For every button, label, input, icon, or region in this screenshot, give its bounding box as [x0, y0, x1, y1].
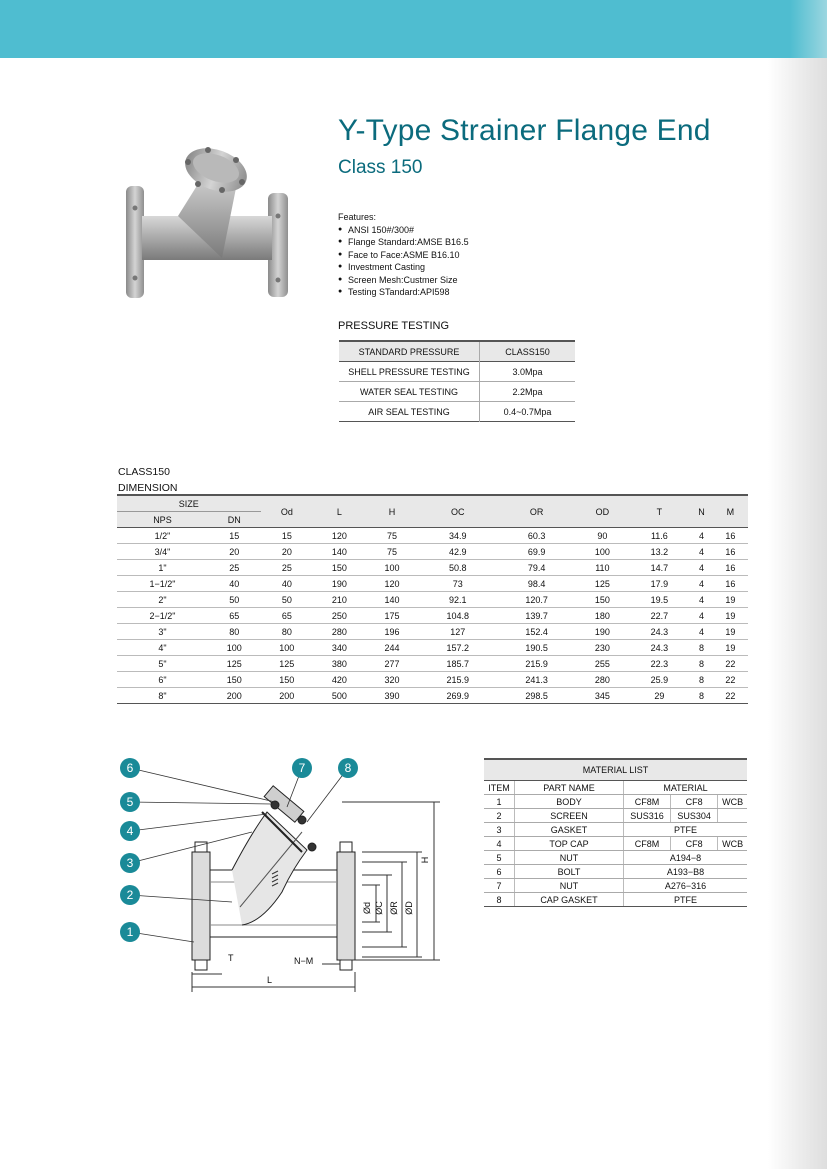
table-cell: SCREEN	[515, 809, 624, 823]
table-cell: 277	[366, 656, 419, 672]
table-cell: 8	[484, 893, 515, 907]
table-cell: 22.3	[629, 656, 690, 672]
table-cell: 8	[690, 672, 713, 688]
column-header: CLASS150	[505, 346, 550, 357]
page-title: Y-Type Strainer Flange End	[338, 114, 711, 147]
table-cell: 6	[484, 865, 515, 879]
table-cell: 6"	[117, 672, 208, 688]
column-header: STANDARD PRESSURE	[339, 341, 480, 362]
table-cell: 16	[713, 544, 748, 560]
table-cell: 157.2	[418, 640, 497, 656]
table-cell	[718, 809, 747, 823]
table-cell: 8	[690, 640, 713, 656]
feature-item: ● Face to Face:ASME B16.10	[338, 249, 469, 262]
size-header: SIZE	[117, 495, 261, 512]
dimension-label: DIMENSION	[118, 482, 178, 494]
table-cell: 29	[629, 688, 690, 704]
table-cell: 100	[208, 640, 261, 656]
table-cell: 150	[313, 560, 366, 576]
column-header: DN	[208, 512, 261, 528]
table-cell: 3.0Mpa	[512, 366, 543, 377]
table-cell: PTFE	[624, 893, 748, 907]
table-cell: 200	[208, 688, 261, 704]
table-cell: 150	[261, 672, 314, 688]
features-heading: Features:	[338, 212, 377, 222]
table-cell: 185.7	[418, 656, 497, 672]
table-cell: 150	[208, 672, 261, 688]
feature-item: ● Investment Casting	[338, 261, 469, 274]
table-cell: 2	[484, 809, 515, 823]
table-cell: 127	[418, 624, 497, 640]
table-cell: 110	[576, 560, 629, 576]
table-cell: 19	[713, 624, 748, 640]
table-cell: 1	[484, 795, 515, 809]
table-row	[117, 624, 748, 640]
table-cell: 340	[313, 640, 366, 656]
feature-item: ● Testing STandard:API598	[338, 286, 469, 299]
column-header: OC	[418, 495, 497, 528]
table-cell: 40	[208, 576, 261, 592]
table-cell: 125	[261, 656, 314, 672]
table-cell: A193−B8	[624, 865, 748, 879]
table-cell: CF8	[671, 795, 718, 809]
table-row	[117, 544, 748, 560]
column-header: N	[690, 495, 713, 528]
table-row	[117, 672, 748, 688]
table-cell: 69.9	[497, 544, 576, 560]
table-cell: 22.7	[629, 608, 690, 624]
callout-group	[120, 758, 358, 942]
table-cell: 15	[208, 528, 261, 544]
table-cell: 125	[208, 656, 261, 672]
table-cell: 120	[313, 528, 366, 544]
table-cell: 4	[690, 624, 713, 640]
table-row	[484, 893, 747, 907]
feature-item: ● Flange Standard:AMSE B16.5	[338, 236, 469, 249]
page-edge-shade	[768, 58, 827, 1169]
table-row	[484, 795, 747, 809]
header-bar	[0, 0, 827, 58]
table-row	[117, 592, 748, 608]
table-cell: 22	[713, 672, 748, 688]
table-cell: NUT	[515, 879, 624, 893]
table-cell: 75	[366, 528, 419, 544]
table-cell: 80	[261, 624, 314, 640]
features-list	[338, 224, 469, 299]
dimension-label-od: ØD	[404, 901, 414, 915]
table-cell: 8	[690, 688, 713, 704]
table-cell: 50	[261, 592, 314, 608]
pressure-testing-table	[339, 340, 575, 422]
table-cell: 140	[366, 592, 419, 608]
table-cell: 120.7	[497, 592, 576, 608]
table-cell: 22	[713, 688, 748, 704]
table-cell: 19	[713, 608, 748, 624]
table-cell: 4	[690, 528, 713, 544]
callout-number: 8	[344, 761, 352, 775]
table-row	[117, 688, 748, 704]
table-cell: 180	[576, 608, 629, 624]
table-header-row	[484, 781, 747, 795]
table-cell: WATER SEAL TESTING	[339, 382, 480, 402]
table-cell: 16	[713, 560, 748, 576]
table-cell: 196	[366, 624, 419, 640]
table-cell: SHELL PRESSURE TESTING	[339, 362, 480, 382]
table-cell: 244	[366, 640, 419, 656]
column-header: ITEM	[484, 781, 515, 795]
dimension-label-h: H	[420, 856, 430, 864]
table-cell: 215.9	[497, 656, 576, 672]
table-cell: 125	[576, 576, 629, 592]
table-cell: 4	[484, 837, 515, 851]
table-row	[117, 640, 748, 656]
table-cell: 4"	[117, 640, 208, 656]
table-cell: 16	[713, 576, 748, 592]
table-cell: 104.8	[418, 608, 497, 624]
column-header: H	[366, 495, 419, 528]
column-header: OR	[497, 495, 576, 528]
table-cell: 42.9	[418, 544, 497, 560]
table-cell: 19.5	[629, 592, 690, 608]
table-cell: AIR SEAL TESTING	[339, 402, 480, 422]
table-cell: 269.9	[418, 688, 497, 704]
table-row	[339, 402, 575, 422]
table-cell: NUT	[515, 851, 624, 865]
table-cell: 2.2Mpa	[512, 386, 543, 397]
table-cell: 1/2"	[117, 528, 208, 544]
table-cell: 210	[313, 592, 366, 608]
features-block	[338, 211, 469, 299]
table-cell: 190.5	[497, 640, 576, 656]
table-cell: SUS304	[671, 809, 718, 823]
table-cell: 25	[261, 560, 314, 576]
table-row	[117, 608, 748, 624]
column-header: T	[629, 495, 690, 528]
table-cell: 79.4	[497, 560, 576, 576]
callout-number: 2	[126, 888, 134, 902]
table-cell: 19	[713, 640, 748, 656]
table-cell: 20	[208, 544, 261, 560]
table-cell: 100	[261, 640, 314, 656]
table-cell: BOLT	[515, 865, 624, 879]
table-cell: 24.3	[629, 624, 690, 640]
callout-number: 3	[126, 856, 134, 870]
table-cell: 20	[261, 544, 314, 560]
callout-leader-line	[130, 895, 232, 902]
table-cell: 19	[713, 592, 748, 608]
table-cell: 92.1	[418, 592, 497, 608]
table-cell: 500	[313, 688, 366, 704]
table-cell: 25.9	[629, 672, 690, 688]
table-cell: 8	[690, 656, 713, 672]
table-row	[484, 809, 747, 823]
header-bar-shade	[790, 0, 827, 58]
callout-number: 7	[298, 761, 306, 775]
dimension-label-oc: ØC	[374, 901, 384, 915]
table-row	[484, 879, 747, 893]
strainer-drawing	[112, 752, 452, 997]
table-cell: 241.3	[497, 672, 576, 688]
table-cell: 255	[576, 656, 629, 672]
table-cell: 65	[261, 608, 314, 624]
table-cell: 139.7	[497, 608, 576, 624]
table-cell: 320	[366, 672, 419, 688]
table-cell: 7	[484, 879, 515, 893]
table-cell: 5	[484, 851, 515, 865]
material-list-table	[484, 758, 747, 907]
feature-item: ● Screen Mesh:Custmer Size	[338, 274, 469, 287]
table-row	[117, 528, 748, 544]
column-header: PART NAME	[515, 781, 624, 795]
table-cell: 24.3	[629, 640, 690, 656]
callout-leader-line	[307, 768, 348, 822]
table-cell: 345	[576, 688, 629, 704]
table-cell: 420	[313, 672, 366, 688]
page-subtitle: Class 150	[338, 157, 423, 178]
table-cell: BODY	[515, 795, 624, 809]
table-cell: 90	[576, 528, 629, 544]
table-header-row	[484, 759, 747, 781]
table-cell: 40	[261, 576, 314, 592]
table-cell: 34.9	[418, 528, 497, 544]
dimension-label-od-small: Ød	[362, 901, 372, 915]
callout-leader-line	[130, 832, 252, 863]
table-cell: 4	[690, 576, 713, 592]
column-header: OD	[576, 495, 629, 528]
table-cell: WCB	[718, 837, 747, 851]
table-cell: 50.8	[418, 560, 497, 576]
table-cell: 17.9	[629, 576, 690, 592]
table-row	[484, 823, 747, 837]
table-cell: 120	[366, 576, 419, 592]
table-cell: 8"	[117, 688, 208, 704]
dimension-label-l: L	[267, 975, 273, 985]
table-cell: 390	[366, 688, 419, 704]
table-cell: 65	[208, 608, 261, 624]
table-cell: 14.7	[629, 560, 690, 576]
table-header-row	[339, 341, 575, 362]
table-cell: 73	[418, 576, 497, 592]
table-cell: 2−1/2"	[117, 608, 208, 624]
table-cell: 98.4	[497, 576, 576, 592]
table-cell: TOP CAP	[515, 837, 624, 851]
table-cell: 280	[576, 672, 629, 688]
table-cell: 175	[366, 608, 419, 624]
table-row	[117, 560, 748, 576]
material-list-title: MATERIAL LIST	[484, 759, 747, 781]
callout-leader-line	[130, 814, 267, 831]
table-row	[117, 656, 748, 672]
pressure-testing-heading: PRESSURE TESTING	[338, 320, 450, 332]
table-cell: 11.6	[629, 528, 690, 544]
table-cell: 140	[313, 544, 366, 560]
feature-item: ● ANSI 150#/300#	[338, 224, 469, 237]
table-cell: A194−8	[624, 851, 748, 865]
table-cell: 190	[576, 624, 629, 640]
table-cell: 80	[208, 624, 261, 640]
table-row	[339, 362, 575, 382]
table-cell: 100	[366, 560, 419, 576]
table-cell: 25	[208, 560, 261, 576]
dimension-label-or: ØR	[389, 901, 399, 915]
table-cell: 4	[690, 592, 713, 608]
table-cell: GASKET	[515, 823, 624, 837]
table-cell: 190	[313, 576, 366, 592]
column-header: NPS	[117, 512, 208, 528]
table-cell: 1"	[117, 560, 208, 576]
table-cell: 3	[484, 823, 515, 837]
table-cell: 16	[713, 528, 748, 544]
table-cell: 4	[690, 544, 713, 560]
table-cell: 4	[690, 608, 713, 624]
table-cell: CF8M	[624, 837, 671, 851]
table-cell: 5"	[117, 656, 208, 672]
table-cell: 280	[313, 624, 366, 640]
table-cell: 60.3	[497, 528, 576, 544]
table-cell: 2"	[117, 592, 208, 608]
callout-number: 1	[126, 925, 134, 939]
table-cell: PTFE	[624, 823, 748, 837]
table-cell: 1−1/2"	[117, 576, 208, 592]
table-cell: 0.4~0.7Mpa	[503, 406, 552, 417]
table-cell: 3/4"	[117, 544, 208, 560]
callout-leader-line	[130, 802, 272, 804]
table-cell: 3"	[117, 624, 208, 640]
table-row	[484, 837, 747, 851]
table-cell: 230	[576, 640, 629, 656]
column-header: Od	[261, 495, 314, 528]
table-cell: 298.5	[497, 688, 576, 704]
callout-number: 4	[126, 824, 134, 838]
table-cell: 150	[576, 592, 629, 608]
table-cell: 215.9	[418, 672, 497, 688]
column-header: MATERIAL	[624, 781, 748, 795]
table-cell: 152.4	[497, 624, 576, 640]
dimension-heading	[118, 464, 178, 496]
table-row	[484, 851, 747, 865]
strainer-photo	[118, 138, 298, 298]
table-cell: CF8	[671, 837, 718, 851]
table-cell: 200	[261, 688, 314, 704]
table-cell: 100	[576, 544, 629, 560]
class-label: CLASS150	[118, 466, 170, 478]
table-row	[339, 382, 575, 402]
dimension-label-t: T	[228, 953, 234, 963]
table-cell: 380	[313, 656, 366, 672]
table-cell: 75	[366, 544, 419, 560]
table-cell: CAP GASKET	[515, 893, 624, 907]
dimension-table	[117, 494, 748, 704]
table-row	[117, 576, 748, 592]
callout-number: 6	[126, 761, 134, 775]
table-cell: 4	[690, 560, 713, 576]
table-cell: 13.2	[629, 544, 690, 560]
table-cell: 15	[261, 528, 314, 544]
table-row	[484, 865, 747, 879]
column-header: L	[313, 495, 366, 528]
table-cell: 22	[713, 656, 748, 672]
column-header: M	[713, 495, 748, 528]
table-cell: WCB	[718, 795, 747, 809]
table-cell: 50	[208, 592, 261, 608]
table-header-row	[117, 495, 748, 512]
table-cell: 250	[313, 608, 366, 624]
table-cell: CF8M	[624, 795, 671, 809]
table-cell: A276−316	[624, 879, 748, 893]
callout-number: 5	[126, 795, 134, 809]
callout-leader-line	[130, 768, 275, 802]
table-cell: SUS316	[624, 809, 671, 823]
dimension-label-nm: N−M	[294, 956, 314, 966]
